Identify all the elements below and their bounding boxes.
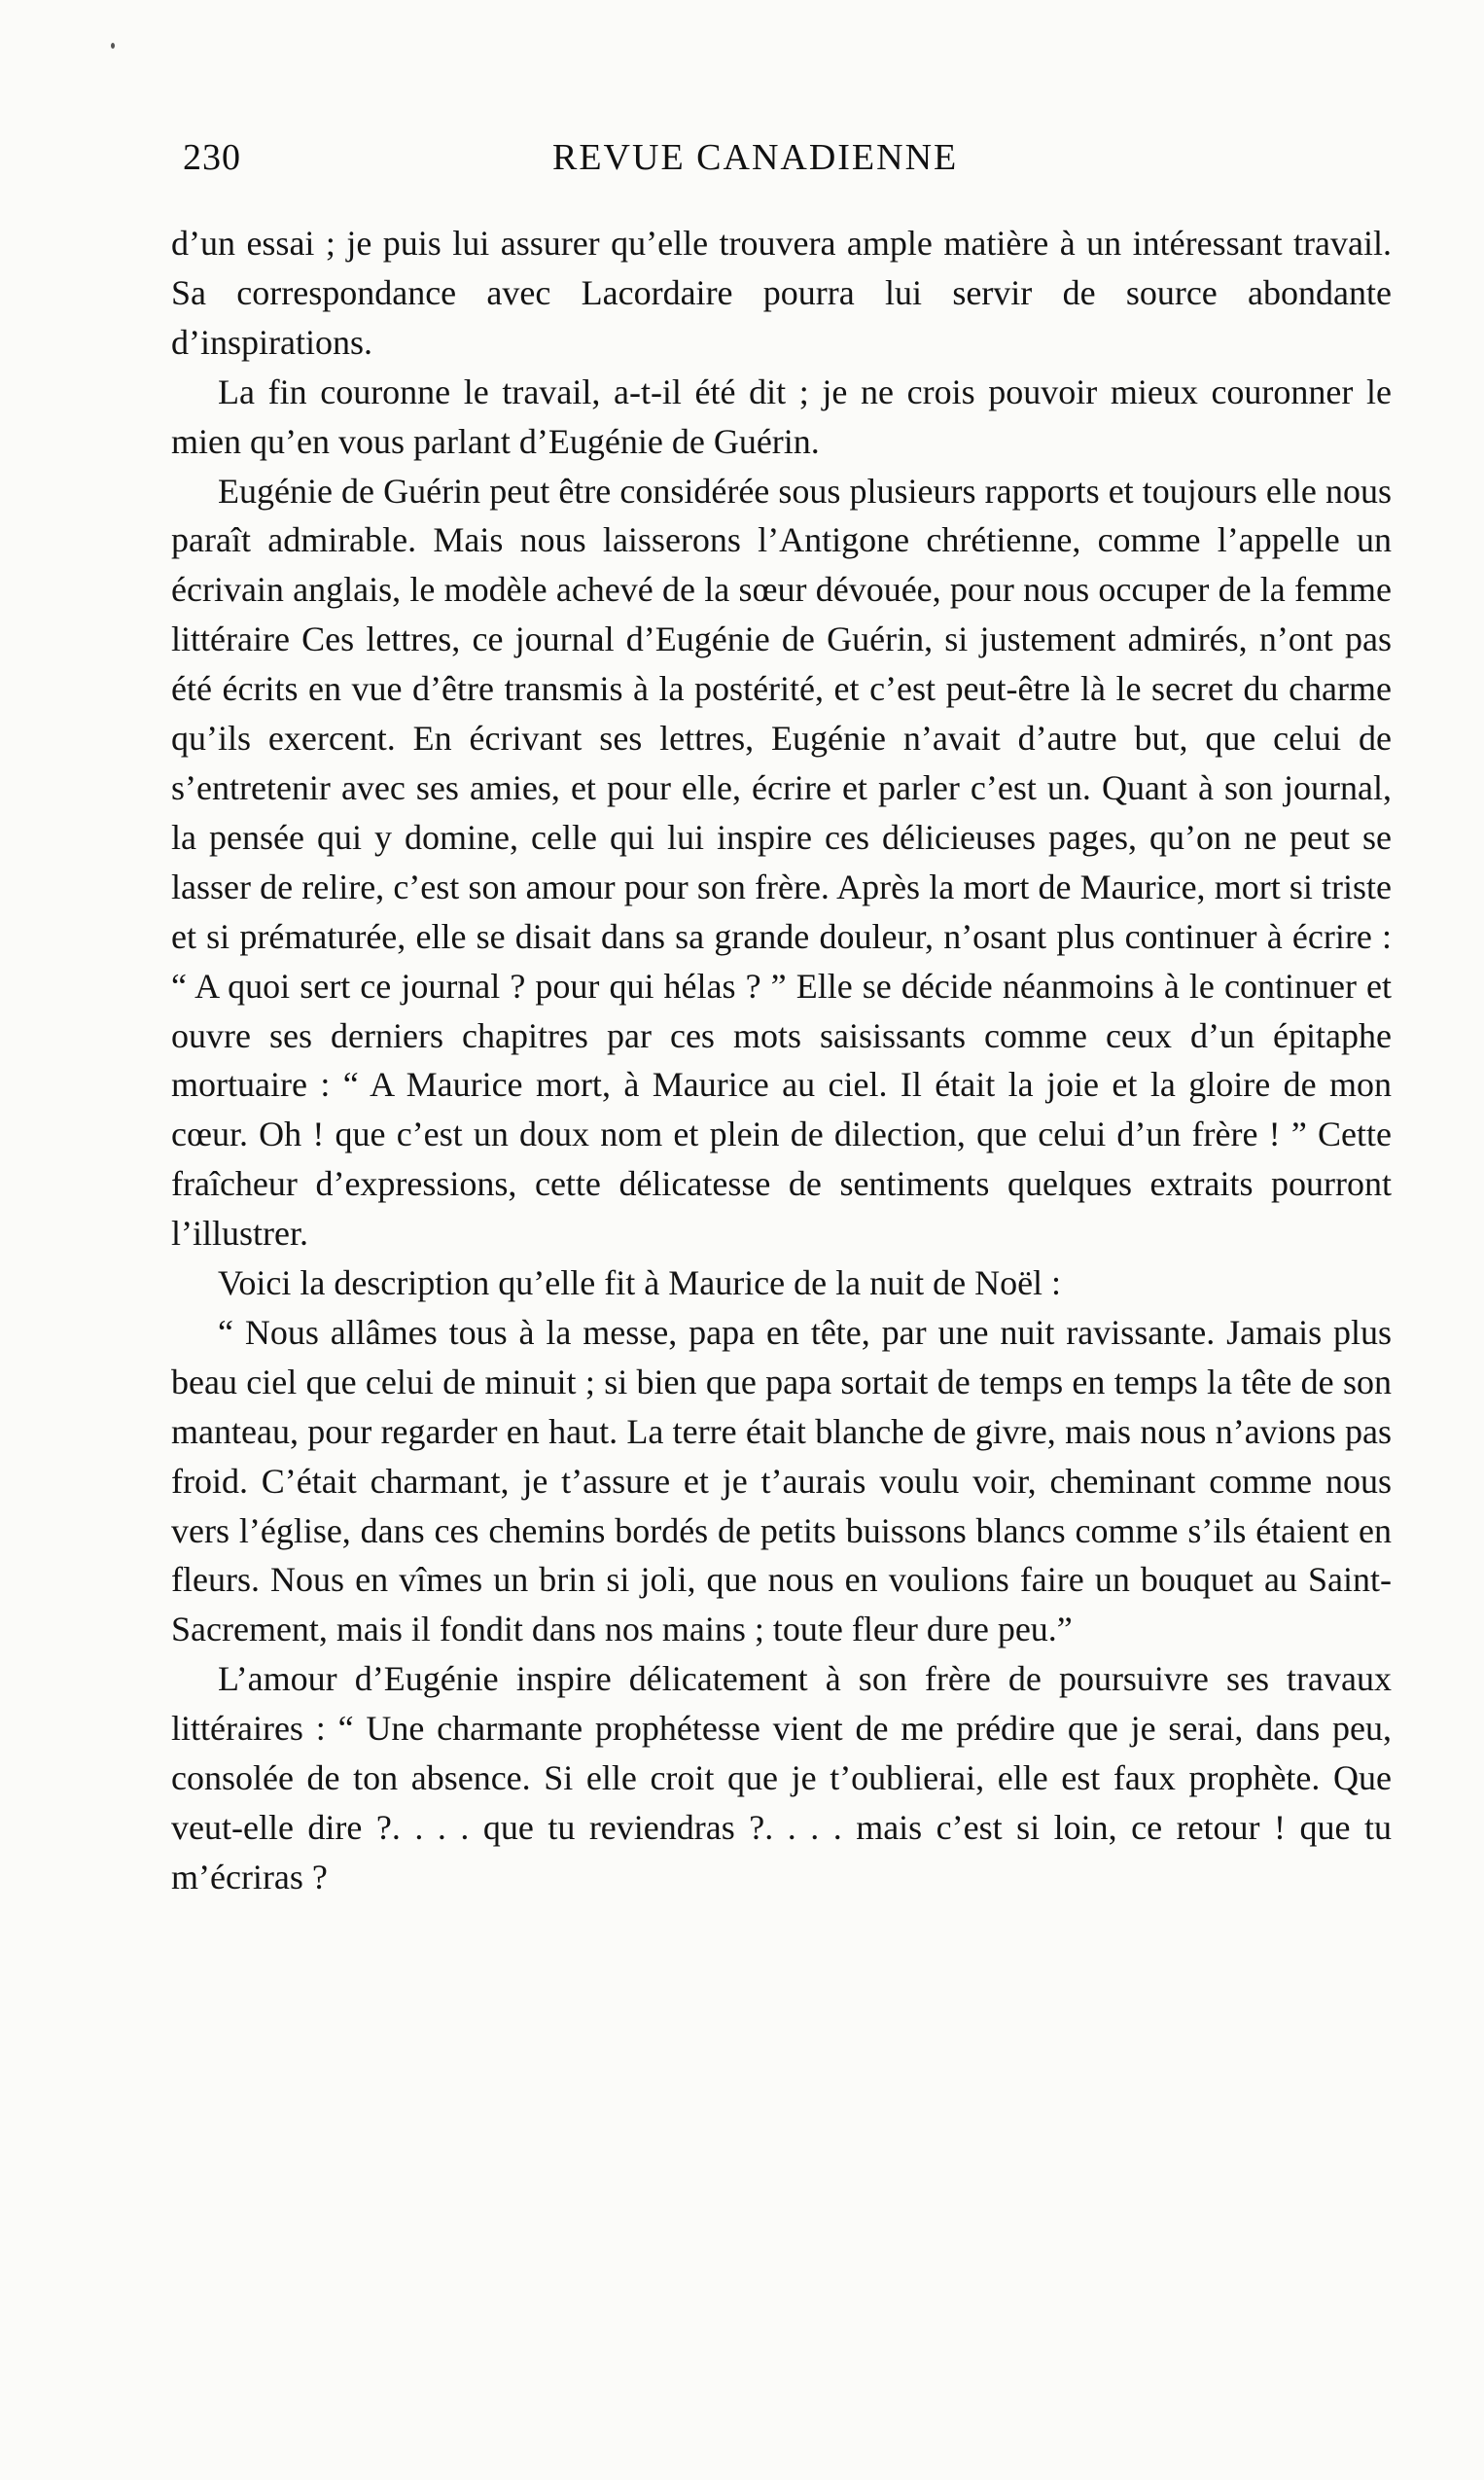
scan-speck [111, 43, 115, 49]
paragraph-lamour-deugenie: L’amour d’Eugénie inspire délicatement à son frère de poursuivre ses travaux littéraires : “ Une charmante prophétesse vient de me prédire que je serai, dans peu, consolée de ton absence. Si elle croit que je t’oublierai, elle est faux prophète. Que veut-elle dire ?. . . . que tu reviendras ?. . . . mais c’est si loin, ce retour ! que tu m’écriras ? [171, 1659, 1392, 1896]
article-body [171, 219, 1392, 1902]
paragraph-eugenie-de-guerin: Eugénie de Guérin peut être considérée sous plusieurs rapports et toujours elle nous paraît admirable. Mais nous laisserons l’Antigone chrétienne, comme l’appelle un écrivain anglais, le modèle achevé de la sœur dévouée, pour nous occuper de la femme littéraire Ces lettres, ce journal d’Eugénie de Guérin, si justement admirés, n’ont pas été écrits en vue d’être transmis à la postérité, et c’est peut-être là le secret du charme qu’ils exercent. En écrivant ses lettres, Eugénie n’avait d’autre but, que celui de s’entretenir avec ses amies, et pour elle, écrire et parler c’est un. Quant à son journal, la pensée qui y domine, celle qui lui inspire ces délicieuses pages, qu’on ne peut se lasser de relire, c’est son amour pour son frère. Après la mort de Maurice, mort si triste et si prématurée, elle se disait dans sa grande douleur, n’osant plus continuer à écrire : “ A quoi sert ce journal ? pour qui hélas ? ” Elle se décide néanmoins à le continuer et ouvre ses derniers chapitres par ces mots saisissants comme ceux d’un épitaphe mortuaire : “ A Maurice mort, à Maurice au ciel. Il était la joie et la gloire de mon cœur. Oh ! que c’est un doux nom et plein de dilection, que celui d’un frère ! ” Cette fraîcheur d’expressions, cette délicatesse de sentiments quelques extraits pourront l’illustrer. [171, 471, 1392, 1254]
running-title: REVUE CANADIENNE [552, 137, 959, 178]
page-number: 230 [183, 137, 241, 178]
page-header [183, 136, 1389, 195]
paragraph-voici-la-description: Voici la description qu’elle fit à Maurice de la nuit de Noël : [218, 1263, 1062, 1303]
paragraph-la-fin-couronne: La fin couronne le travail, a-t-il été dit ; je ne crois pouvoir mieux couronner le mien qu’en vous parlant d’Eugénie de Guérin. [171, 372, 1392, 461]
paragraph-continuation: d’un essai ; je puis lui assurer qu’elle trouvera ample matière à un intéressant travail. Sa correspondance avec Lacordaire pourra lui servir de source abondante d’inspirations. [171, 224, 1392, 362]
paragraph-quote-nuit-de-noel: “ Nous allâmes tous à la messe, papa en tête, par une nuit ravissante. Jamais plus beau ciel que celui de minuit ; si bien que papa sortait de temps en temps la tête de son manteau, pour regarder en haut. La terre était blanche de givre, mais nous n’avions pas froid. C’était charmant, je t’assure et je t’aurais voulu voir, cheminant comme nous vers l’église, dans ces chemins bordés de petits buissons blancs comme s’ils étaient en fleurs. Nous en vîmes un brin si joli, que nous en voulions faire un bouquet au Saint-Sacrement, mais il fondit dans nos mains ; toute fleur dure peu.” [171, 1312, 1392, 1649]
